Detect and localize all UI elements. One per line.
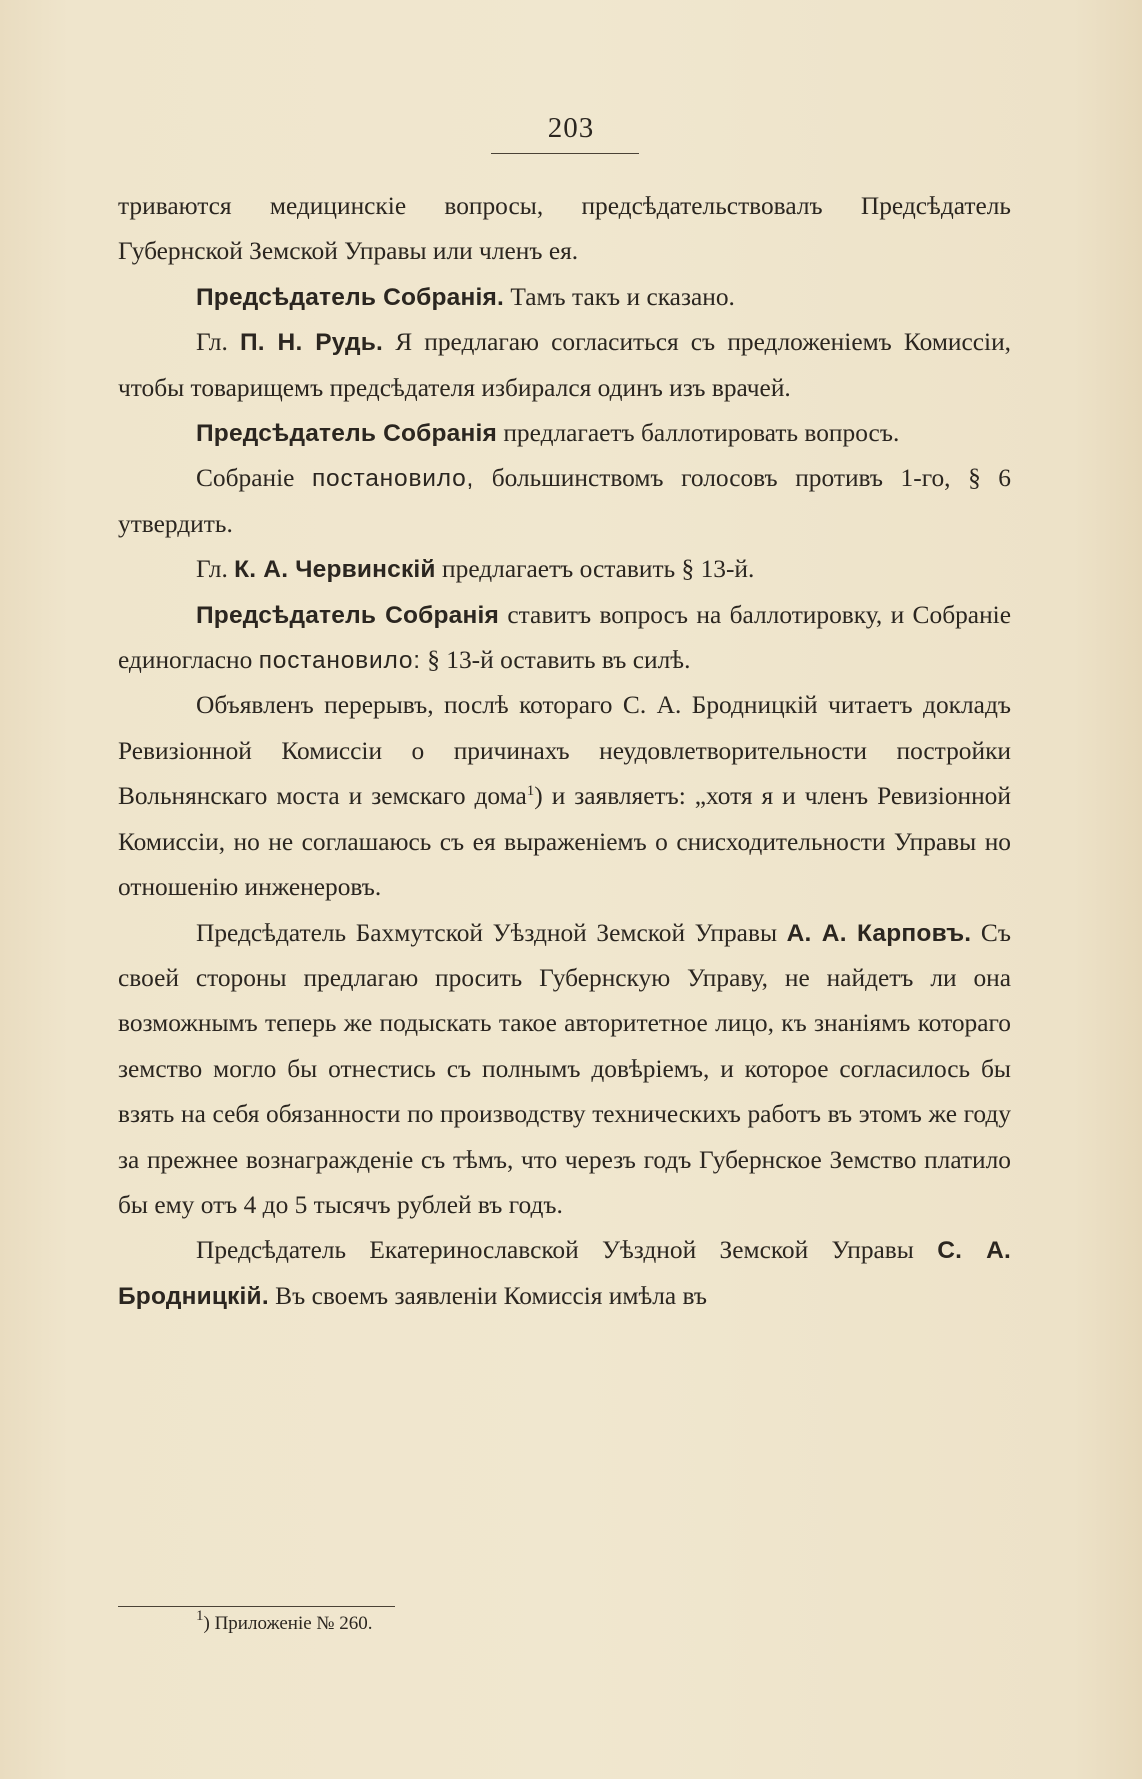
decision-word: постановило, xyxy=(311,465,475,493)
speaker-name: Предсѣдатель Собранія. xyxy=(196,283,504,311)
text-run: Собраніе xyxy=(196,464,312,493)
footnote: $^1$) Приложеніе № 260. xyxy=(196,1608,373,1634)
paragraph xyxy=(118,911,1011,1229)
footnote-ref: 1 xyxy=(526,783,535,800)
paragraph xyxy=(118,547,1011,592)
text-run: Съ своей стороны предлагаю просить Губернскую Управу, не найдетъ ли она возможнымъ теперь же подыскать такое авторитетное лицо, къ знаніямъ котораго земство могло бы отнестись съ полнымъ довѣріемъ, и которое согласилось бы взять на себя обязанности по производству техническихъ работъ въ этомъ же году за прежнее вознагражденіе съ тѣмъ, что черезъ годъ Губернское Земство платило бы ему отъ 4 до 5 тысячъ рублей въ годъ. xyxy=(118,918,1011,1219)
text-run: большинствомъ голосовъ противъ 1-го, § 6 утвердить. xyxy=(118,464,1011,538)
text-run: Предсѣдатель Бахмутской Уѣздной Земской Управы xyxy=(196,918,787,947)
paragraph xyxy=(118,320,1011,411)
paragraph xyxy=(118,593,1011,684)
text-run: Предсѣдатель Екатеринославской Уѣздной Земской Управы xyxy=(196,1236,938,1265)
footnote-text: Приложеніе № 260. xyxy=(214,1613,373,1634)
text-run: предлагаетъ баллотировать вопросъ. xyxy=(497,419,900,448)
text-run: предлагаетъ оставить § 13-й. xyxy=(435,555,755,584)
speaker-name: Предсѣдатель Собранія xyxy=(196,601,500,629)
body-text xyxy=(118,184,1011,1319)
text-run: и заявляетъ: „хотя я и членъ Ревизіонной Комиссіи, но не соглашаюсь съ ея выраженіемъ о снисходительности Управы но отношенію инженеровъ. xyxy=(118,782,1011,902)
text-run: триваются медицинскіе вопросы, предсѣдательствовалъ Предсѣдатель Губернской Земской Управы или членъ ея. xyxy=(118,192,1011,266)
speaker-name: А. А. Карповъ. xyxy=(786,919,972,947)
footnote-mark: 1 xyxy=(196,1608,204,1624)
text-run: ставитъ вопросъ на баллотировку, и Собраніе единогласно xyxy=(118,600,1011,675)
text-run: Я предлагаю согласиться съ предложеніемъ Комиссіи, чтобы товарищемъ предсѣдателя избирался одинъ изъ врачей. xyxy=(118,328,1011,402)
text-run: Тамъ такъ и сказано. xyxy=(504,282,735,311)
paragraph xyxy=(118,275,1011,320)
text-run: Въ своемъ заявленіи Комиссія имѣла въ xyxy=(268,1281,708,1310)
speaker-name: К. А. Червинскій xyxy=(234,556,436,584)
page-number: 203 xyxy=(547,112,595,144)
text-run: Гл. xyxy=(196,555,235,584)
paragraph xyxy=(118,184,1011,275)
speaker-name: С. А. Бродницкій. xyxy=(118,1237,1011,1310)
paragraph: Объявленъ перерывъ, послѣ котораго С. А. Бродницкій читаетъ докладъ Ревизіонной Комиссіи о причинахъ неудовлетворительности постройки Вольнянскаго моста и земскаго дома$^1$) и заявляетъ: „хотя я и членъ Ревизіонной Комиссіи, но не соглашаюсь съ ея выраженіемъ о снисходительности Управы но отношенію инженеровъ. xyxy=(118,691,1011,902)
text-run: Объявленъ перерывъ, послѣ котораго С. А. Бродницкій читаетъ докладъ Ревизіонной Комиссіи о причинахъ неудовлетворительности постройки Вольнянскаго моста и земскаго дома xyxy=(118,691,1011,811)
paragraph xyxy=(118,1228,1011,1319)
text-run: Гл. xyxy=(196,328,240,357)
footnote-rule xyxy=(118,1606,395,1607)
page-number-rule xyxy=(491,153,639,154)
speaker-name: П. Н. Рудь. xyxy=(239,329,384,357)
paragraph xyxy=(118,456,1011,547)
decision-word: постановило: xyxy=(258,647,421,675)
text-run: § 13-й оставить въ силѣ. xyxy=(420,646,691,675)
speaker-name: Предсѣдатель Собранія xyxy=(196,420,497,448)
paragraph xyxy=(118,411,1011,456)
